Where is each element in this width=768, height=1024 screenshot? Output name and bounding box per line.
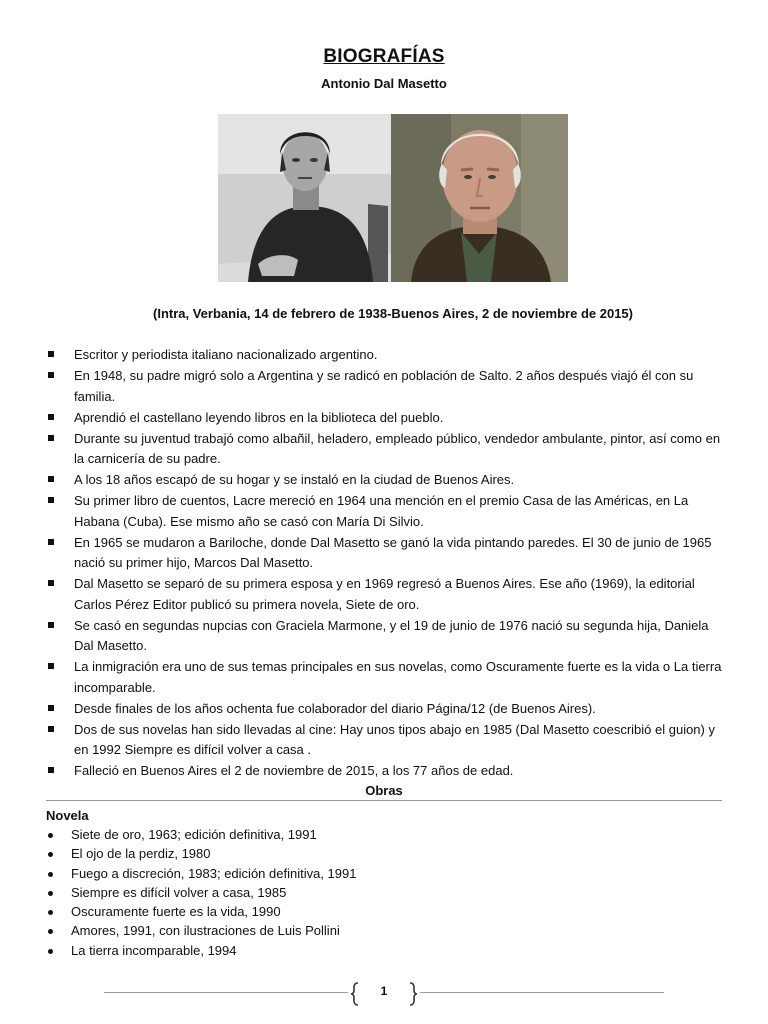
page-number: 1 [380, 984, 388, 998]
list-item [46, 533, 726, 574]
list-item [46, 761, 726, 782]
list-item-text: La tierra incomparable, 1994 [71, 942, 237, 958]
list-item [46, 941, 356, 960]
square-bullet-icon [48, 414, 54, 420]
list-item-text: La inmigración era uno de sus temas principales en sus novelas, como Oscuramente fuerte es la vida o La tierra incomparable. [74, 659, 722, 695]
list-item-text: Amores, 1991, con ilustraciones de Luis Pollini [71, 923, 340, 939]
square-bullet-icon [48, 497, 54, 503]
square-bullet-icon [48, 372, 54, 378]
author-photos [218, 114, 568, 282]
round-bullet-icon [48, 852, 53, 857]
list-item [46, 470, 726, 491]
novela-section-label: Novela [46, 808, 89, 823]
list-item [46, 921, 356, 940]
list-item [46, 864, 356, 883]
list-item [46, 616, 726, 657]
list-item-text: Su primer libro de cuentos, Lacre mereció en 1964 una mención en el premio Casa de las Américas, en La Habana (Cuba). Ese mismo año se casó con María Di Silvio. [74, 493, 689, 529]
list-item [46, 345, 726, 366]
list-item [46, 720, 726, 761]
square-bullet-icon [48, 539, 54, 545]
section-divider [46, 800, 722, 801]
footer-rule-right [420, 992, 664, 993]
list-item [46, 408, 726, 429]
round-bullet-icon [48, 929, 53, 934]
square-bullet-icon [48, 435, 54, 441]
square-bullet-icon [48, 580, 54, 586]
list-item [46, 883, 356, 902]
list-item-text: Desde finales de los años ochenta fue colaborador del diario Página/12 (de Buenos Aires). [74, 700, 596, 716]
list-item-text: Escritor y periodista italiano nacionalizado argentino. [74, 347, 378, 362]
square-bullet-icon [48, 622, 54, 628]
list-item-text: En 1965 se mudaron a Bariloche, donde Dal Masetto se ganó la vida pintando paredes. El 30 de junio de 1965 nació su primer hijo, Marcos Dal Masetto. [74, 534, 712, 570]
author-photo-old [391, 114, 568, 282]
list-item-text: En 1948, su padre migró solo a Argentina y se radicó en población de Salto. 2 años después viajó él con su familia. [74, 368, 694, 404]
list-item-text: A los 18 años escapó de su hogar y se instaló en la ciudad de Buenos Aires. [74, 472, 515, 487]
list-item [46, 844, 356, 863]
list-item [46, 491, 726, 532]
list-item [46, 429, 726, 470]
list-item-text: Siempre es difícil volver a casa, 1985 [71, 884, 287, 900]
list-item [46, 657, 726, 698]
list-item [46, 699, 726, 720]
list-item-text: Falleció en Buenos Aires el 2 de noviembre de 2015, a los 77 años de edad. [74, 763, 514, 778]
list-item-text: El ojo de la perdiz, 1980 [71, 846, 211, 862]
list-item-text: Dal Masetto se separó de su primera esposa y en 1969 regresó a Buenos Aires. Ese año (1969), la editorial Carlos Pérez Editor publicó su primera novela, Siete de oro. [74, 576, 695, 612]
square-bullet-icon [48, 726, 54, 732]
list-item [46, 366, 726, 407]
works-list [46, 825, 356, 960]
round-bullet-icon [48, 949, 53, 954]
biography-list [46, 345, 726, 782]
square-bullet-icon [48, 767, 54, 773]
page-title: BIOGRAFÍAS [323, 46, 445, 67]
author-photo-young [218, 114, 391, 282]
page-number-container [350, 982, 418, 1006]
round-bullet-icon [48, 833, 53, 838]
square-bullet-icon [48, 705, 54, 711]
birth-death-dates: (Intra, Verbania, 14 de febrero de 1938-Buenos Aires, 2 de noviembre de 2015) [153, 306, 633, 321]
list-item [46, 825, 356, 844]
list-item-text: Dos de sus novelas han sido llevadas al cine: Hay unos tipos abajo en 1985 (Dal Masetto coescribió el guion) y en 1992 Siempre es difícil volver a casa . [74, 721, 715, 757]
list-item-text: Durante su juventud trabajó como albañil, heladero, empleado público, vendedor ambulante, pintor, así como en la carnicería de su padre. [74, 430, 721, 466]
list-item [46, 902, 356, 921]
list-item-text: Oscuramente fuerte es la vida, 1990 [71, 904, 281, 920]
obras-heading: Obras [365, 783, 403, 798]
subtitle-author-name: Antonio Dal Masetto [321, 76, 447, 91]
list-item [46, 574, 726, 615]
square-bullet-icon [48, 476, 54, 482]
list-item-text: Se casó en segundas nupcias con Graciela Marmone, y el 19 de junio de 1976 nació su segunda hija, Daniela Dal Masetto. [74, 617, 709, 653]
list-item-text: Aprendió el castellano leyendo libros en la biblioteca del pueblo. [74, 409, 444, 425]
list-item-text: Siete de oro, 1963; edición definitiva, 1991 [71, 827, 317, 842]
round-bullet-icon [48, 910, 53, 915]
square-bullet-icon [48, 351, 54, 357]
round-bullet-icon [48, 891, 53, 896]
list-item-text: Fuego a discreción, 1983; edición definitiva, 1991 [71, 865, 357, 881]
round-bullet-icon [48, 872, 53, 877]
square-bullet-icon [48, 663, 54, 669]
footer-rule-left [104, 992, 348, 993]
